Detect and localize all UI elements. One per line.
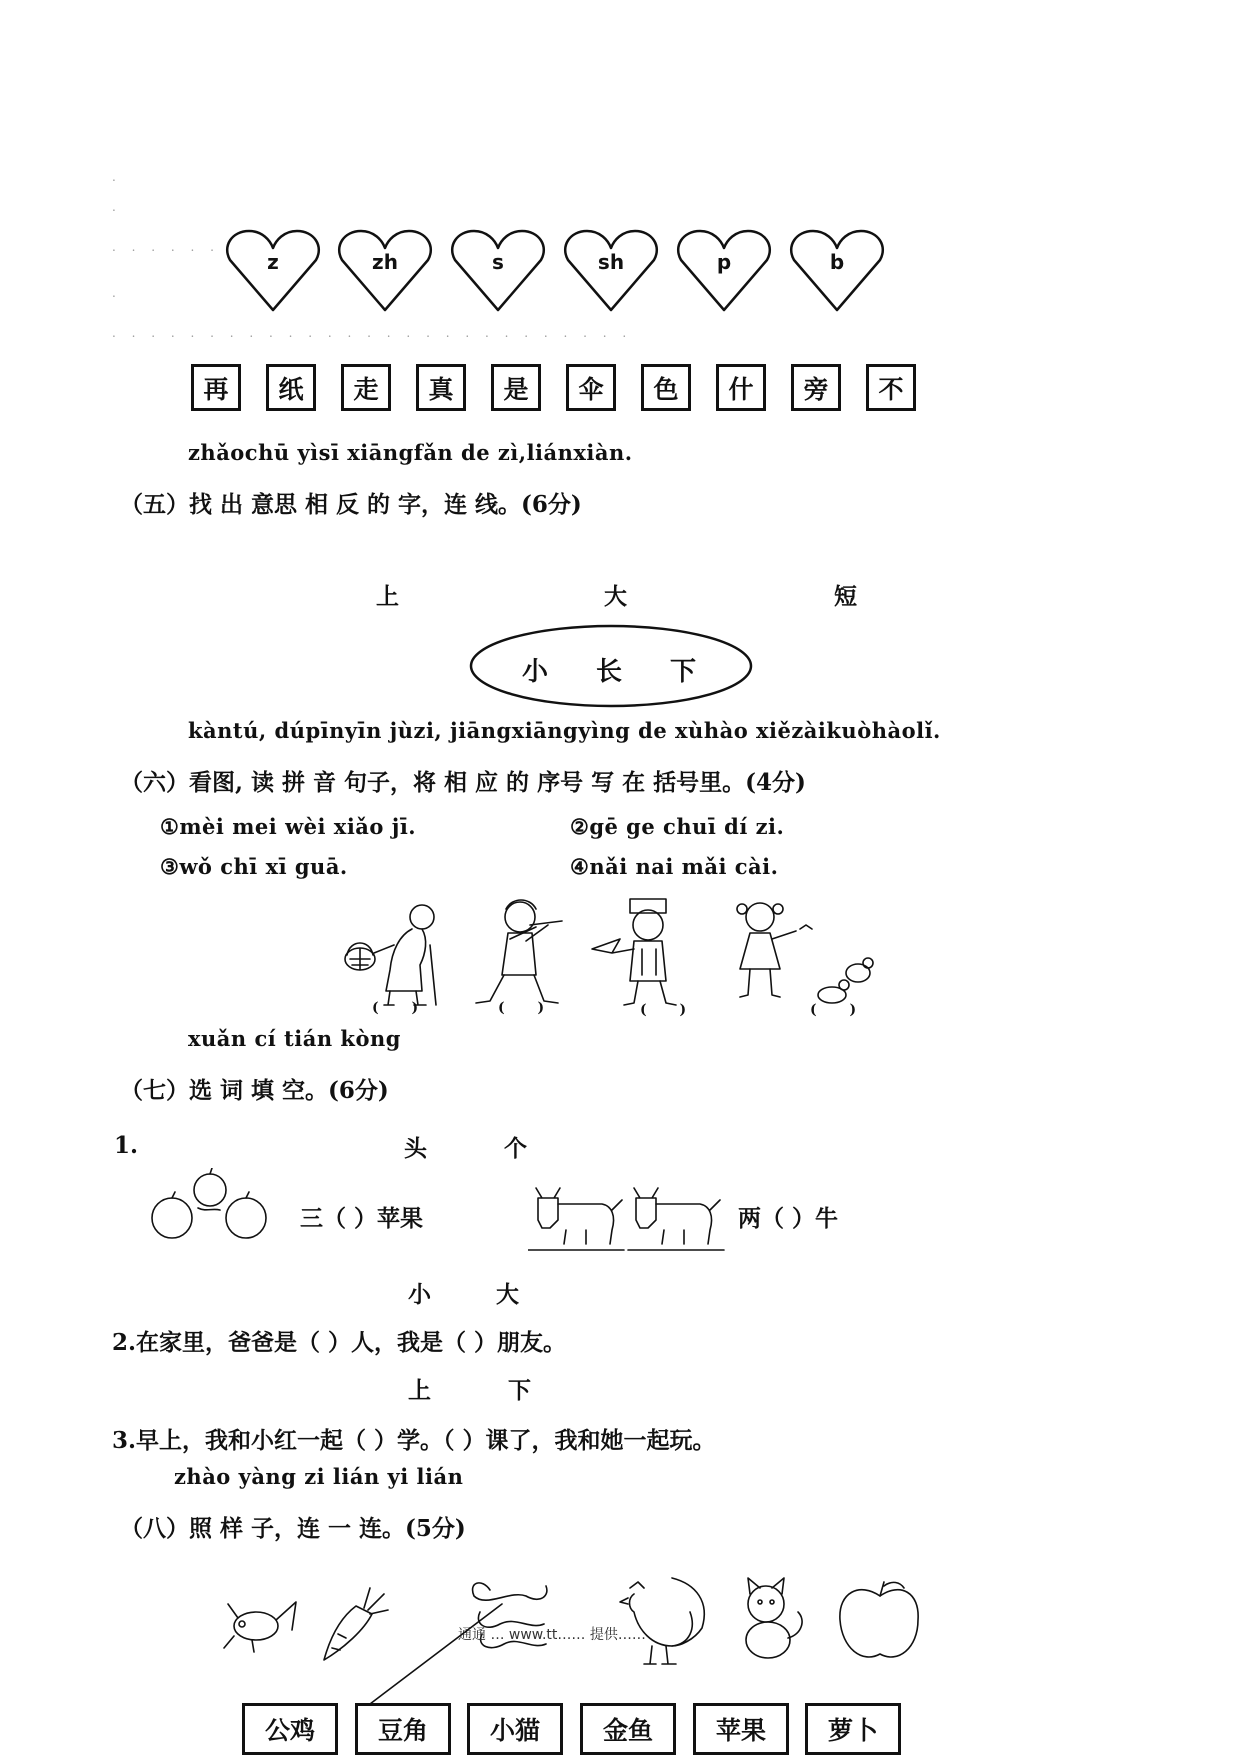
apple-blank[interactable]: 三（ ）苹果 bbox=[300, 1205, 424, 1232]
word-box[interactable]: 苹果 bbox=[693, 1703, 789, 1755]
char-box[interactable]: 再 bbox=[191, 364, 241, 411]
antonym-oval-char: 长 bbox=[596, 657, 623, 687]
girl-chicks-illustration bbox=[737, 903, 873, 1003]
word-choice: 小 bbox=[408, 1281, 431, 1308]
word-box[interactable]: 豆角 bbox=[355, 1703, 451, 1755]
scan-dot: . bbox=[112, 286, 122, 300]
char-box[interactable]: 是 bbox=[491, 364, 541, 411]
antonym-top-char: 短 bbox=[834, 583, 857, 610]
apple-illustration bbox=[840, 1582, 918, 1657]
cow-blank[interactable]: 两（ ）牛 bbox=[738, 1205, 839, 1232]
example-connection-line bbox=[360, 1600, 510, 1710]
question-3[interactable]: 3.早上，我和小红一起（ ）学。（ ）课了，我和她一起玩。 bbox=[112, 1427, 716, 1454]
section7-title: （七）选 词 填 空。(6分) bbox=[120, 1077, 389, 1104]
heart-shape bbox=[336, 228, 434, 314]
heart-label: z bbox=[267, 250, 279, 274]
word-choice: 个 bbox=[504, 1135, 527, 1162]
section6-pinyin: kàntú, dúpīnyīn jùzi, jiāngxiāngyìng de xùhào xiězàikuòhàolǐ. bbox=[188, 718, 941, 743]
antonym-top-char: 上 bbox=[376, 583, 399, 610]
section5-pinyin: zhǎochū yìsī xiāngfǎn de zì,liánxiàn. bbox=[188, 440, 633, 465]
scan-dot: . bbox=[112, 200, 122, 214]
heart-label: b bbox=[829, 250, 845, 274]
char-box[interactable]: 真 bbox=[416, 364, 466, 411]
picture-answer-paren[interactable]: ( ) bbox=[810, 1002, 871, 1018]
word-choice: 下 bbox=[508, 1377, 531, 1404]
scan-dots: . . . . . . bbox=[112, 240, 220, 254]
kitten-illustration bbox=[746, 1578, 802, 1658]
char-box[interactable]: 旁 bbox=[791, 364, 841, 411]
pinyin-sentence: ③wǒ chī xī guā. bbox=[160, 854, 348, 879]
word-choice: 上 bbox=[408, 1377, 431, 1404]
word-box[interactable]: 公鸡 bbox=[242, 1703, 338, 1755]
antonym-top-char: 大 bbox=[604, 583, 627, 610]
char-box[interactable]: 不 bbox=[866, 364, 916, 411]
word-choice: 大 bbox=[496, 1281, 519, 1308]
antonym-oval bbox=[468, 622, 754, 710]
section8-pinyin: zhào yàng zi lián yi lián bbox=[174, 1464, 464, 1489]
picture-answer-paren[interactable]: ( ) bbox=[372, 1000, 433, 1016]
section8-illustrations bbox=[220, 1568, 920, 1668]
char-box[interactable]: 色 bbox=[641, 364, 691, 411]
section7-pinyin: xuǎn cí tián kòng bbox=[188, 1026, 401, 1051]
section8-title: （八）照 样 子，连 一 连。(5分) bbox=[120, 1515, 466, 1542]
question-number: 1. bbox=[114, 1132, 139, 1159]
heart-label: sh bbox=[597, 250, 625, 274]
heart-label: p bbox=[716, 250, 732, 274]
section6-title: （六）看图, 读 拼 音 句子，将 相 应 的 序号 写 在 括号里。(4分) bbox=[120, 769, 806, 796]
apples-illustration bbox=[148, 1168, 272, 1244]
rooster-illustration bbox=[620, 1578, 704, 1664]
watermelon-child-illustration bbox=[592, 899, 676, 1005]
pinyin-sentence: ①mèi mei wèi xiǎo jī. bbox=[160, 814, 417, 839]
pinyin-sentence: ②gē ge chuī dí zi. bbox=[570, 814, 785, 839]
heart-shape bbox=[675, 228, 773, 314]
picture-answer-paren[interactable]: ( ) bbox=[498, 1000, 559, 1016]
char-box[interactable]: 纸 bbox=[266, 364, 316, 411]
scan-dots: . . . . . . . . . . . . . . . . . . . . . . . . . . . bbox=[112, 326, 633, 340]
heart-label: s bbox=[492, 250, 504, 274]
section5-title: （五）找 出 意思 相 反 的 字，连 线。(6分) bbox=[120, 491, 582, 518]
goldfish-illustration bbox=[224, 1602, 296, 1652]
heart-label: zh bbox=[372, 250, 398, 274]
char-box[interactable]: 走 bbox=[341, 364, 391, 411]
cows-illustration bbox=[528, 1180, 728, 1254]
grandma-illustration bbox=[345, 905, 436, 1005]
heart-shape bbox=[788, 228, 886, 314]
section6-illustrations bbox=[330, 895, 910, 1013]
heart-shape bbox=[224, 228, 322, 314]
char-box[interactable]: 伞 bbox=[566, 364, 616, 411]
scan-dot: . bbox=[112, 170, 122, 184]
word-box[interactable]: 萝卜 bbox=[805, 1703, 901, 1755]
question-2[interactable]: 2.在家里，爸爸是（ ）人，我是（ ）朋友。 bbox=[112, 1329, 567, 1356]
antonym-oval-char: 下 bbox=[670, 657, 697, 687]
word-choice: 头 bbox=[404, 1135, 427, 1162]
picture-answer-paren[interactable]: ( ) bbox=[640, 1002, 701, 1018]
word-box[interactable]: 金鱼 bbox=[580, 1703, 676, 1755]
char-box[interactable]: 什 bbox=[716, 364, 766, 411]
flute-boy-illustration bbox=[476, 900, 562, 1003]
heart-shape bbox=[562, 228, 660, 314]
pinyin-sentence: ④nǎi nai mǎi cài. bbox=[570, 854, 779, 879]
heart-shape bbox=[449, 228, 547, 314]
antonym-oval-char: 小 bbox=[522, 657, 549, 687]
word-box[interactable]: 小猫 bbox=[467, 1703, 563, 1755]
watermark-text: 通通 … www.tt…… 提供…… bbox=[458, 1627, 646, 1643]
